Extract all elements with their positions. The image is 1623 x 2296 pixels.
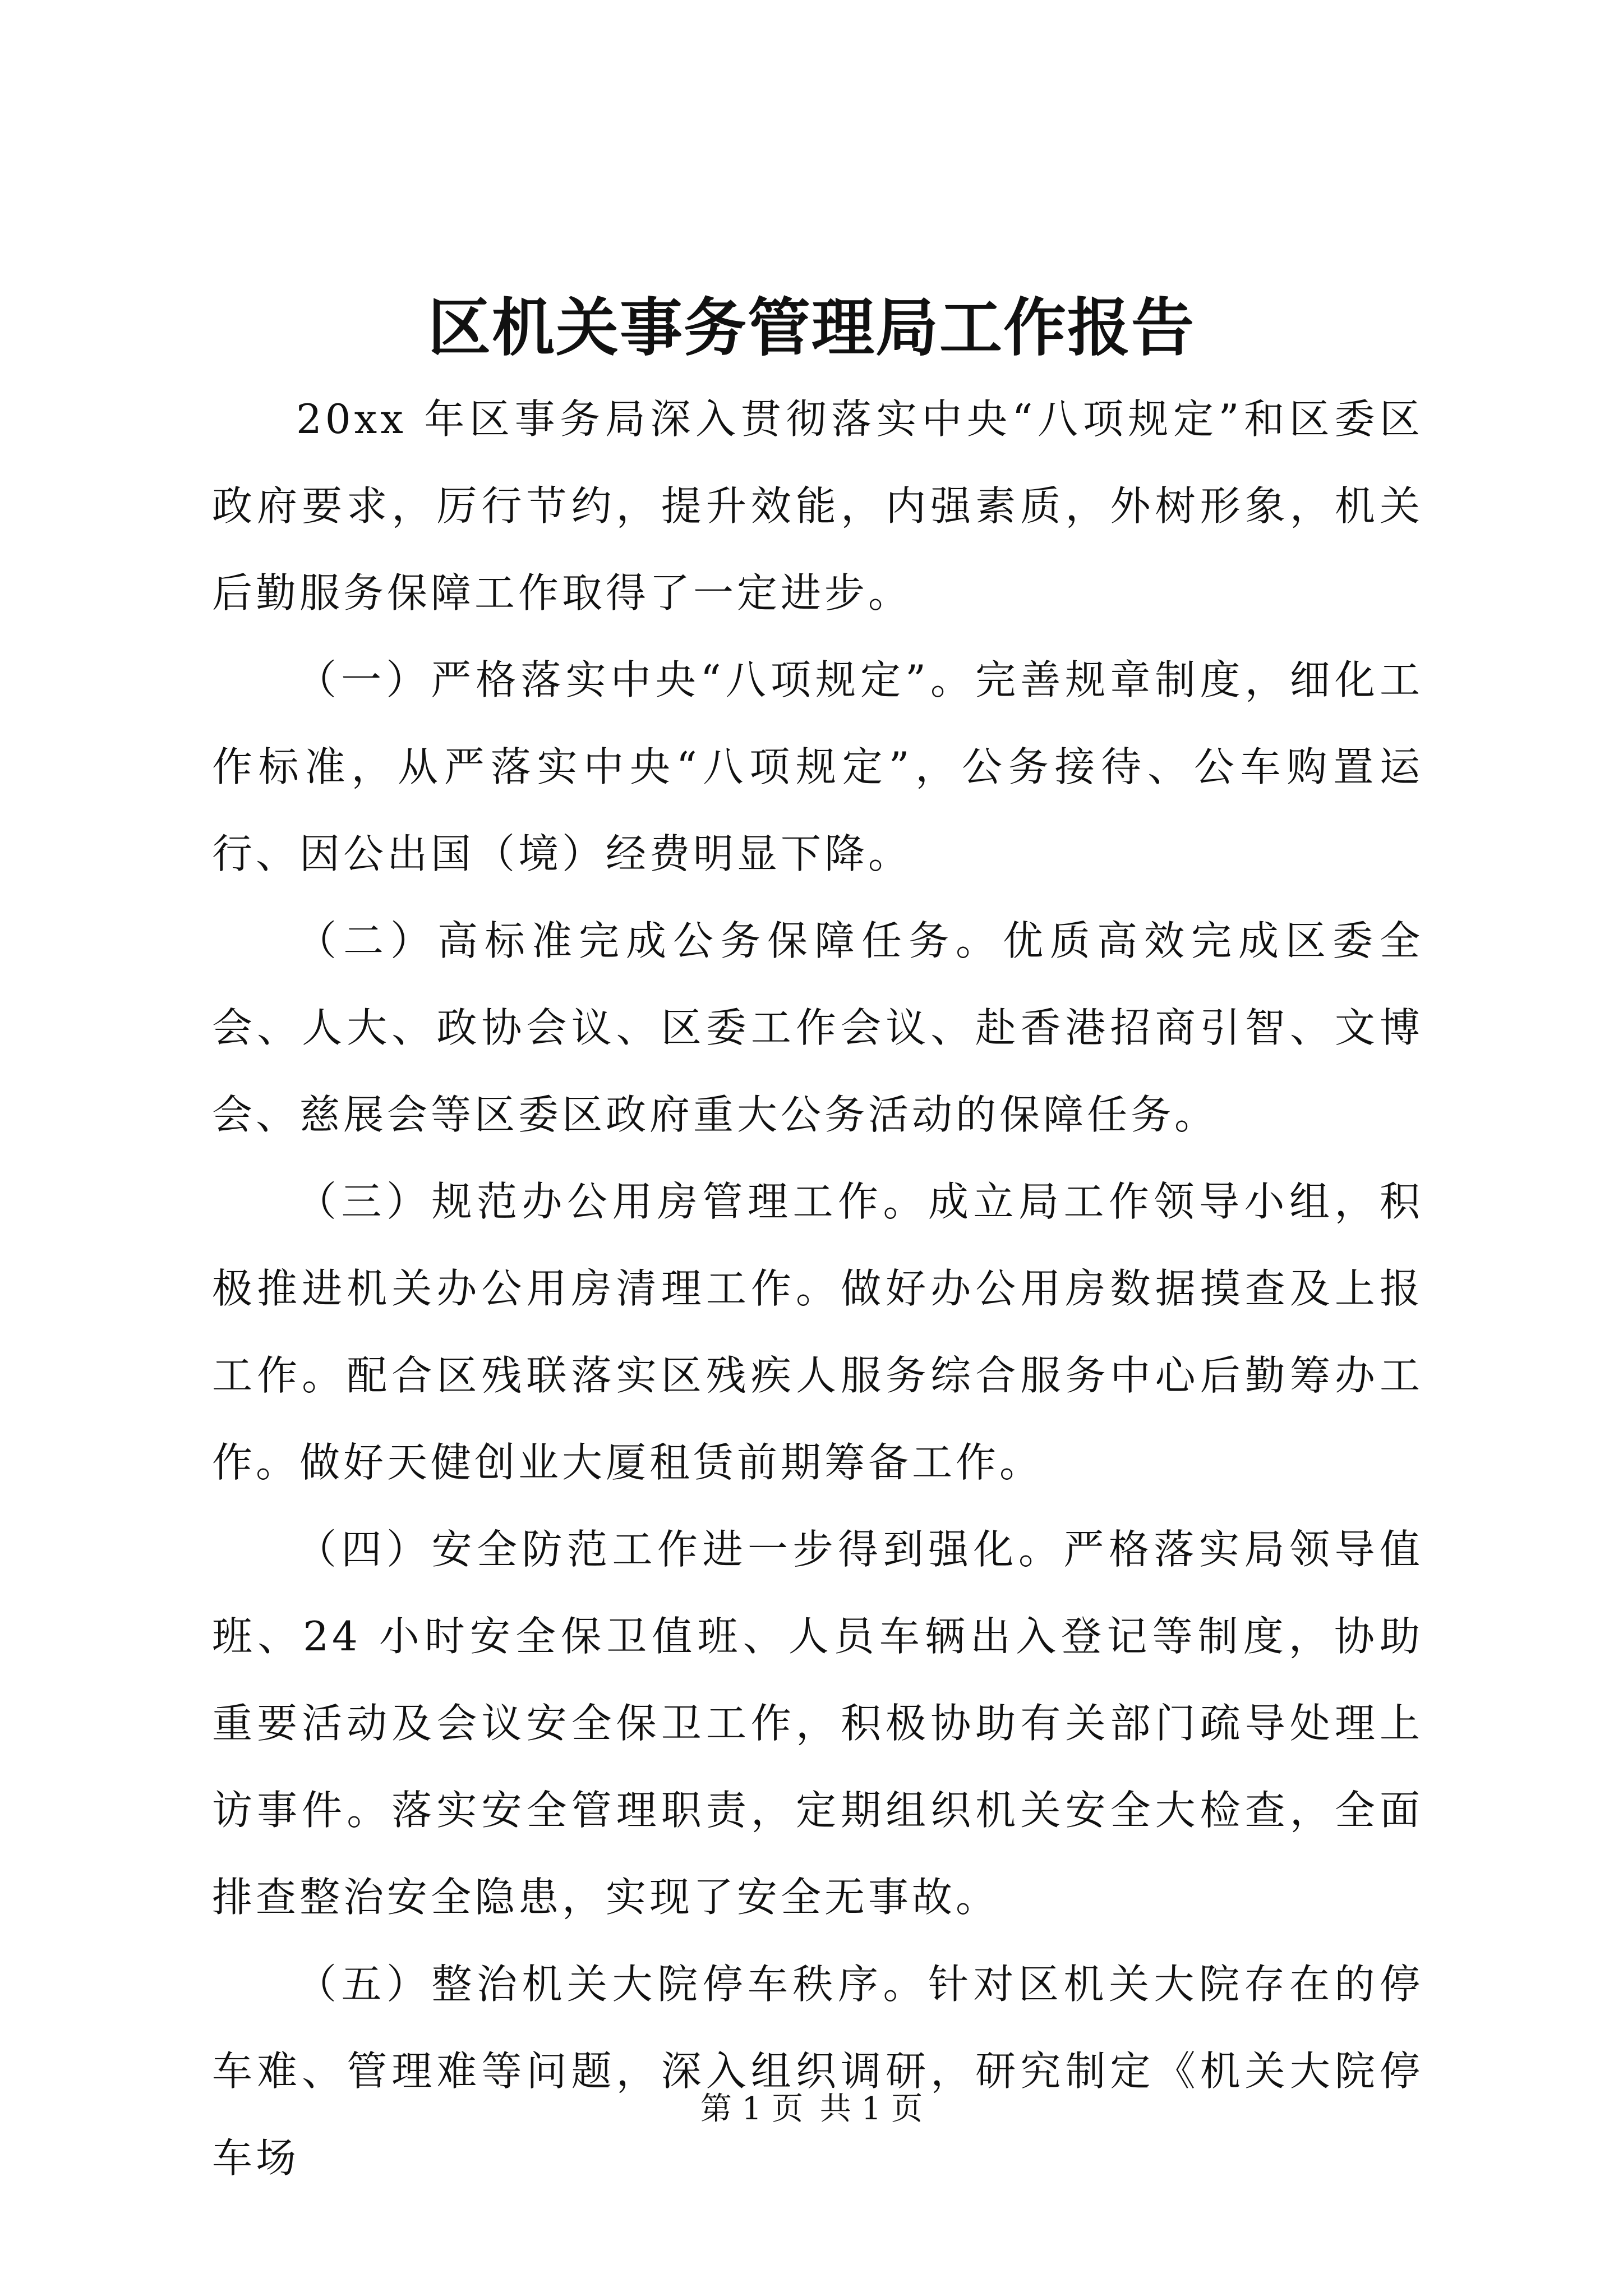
page-total: 共 1 页 xyxy=(819,2091,923,2127)
paragraph-section-1: （一）严格落实中央“八项规定”。完善规章制度，细化工作标准，从严落实中央“八项规定”，公务接待、公车购置运行、因公出国（境）经费明显下降。 xyxy=(212,656,1423,877)
page-footer xyxy=(0,2087,1623,2132)
paragraph-section-4: （四）安全防范工作进一步得到强化。严格落实局领导值班、24 小时安全保卫值班、人员车辆出入登记等制度，协助重要活动及会议安全保卫工作，积极协助有关部门疏导处理上访事件。落实安全管理职责，定期组织机关安全大检查，全面排查整治安全隐患，实现了安全无事故。 xyxy=(212,1526,1423,1921)
paragraph-intro: 20xx 年区事务局深入贯彻落实中央“八项规定”和区委区政府要求，厉行节约，提升效能，内强素质，外树形象，机关后勤服务保障工作取得了一定进步。 xyxy=(212,395,1423,616)
paragraph-section-2: （二）高标准完成公务保障任务。优质高效完成区委全会、人大、政协会议、区委工作会议、赴香港招商引智、文博会、慈展会等区委区政府重大公务活动的保障任务。 xyxy=(212,917,1423,1138)
paragraph-section-5: （五）整治机关大院停车秩序。针对区机关大院存在的停车难、管理难等问题，深入组织调研，研究制定《机关大院停车场 xyxy=(212,1961,1423,2182)
paragraph-section-3: （三）规范办公用房管理工作。成立局工作领导小组，积极推进机关办公用房清理工作。做好办公用房数据摸查及上报工作。配合区残联落实区残疾人服务综合服务中心后勤筹办工作。做好天健创业大厦租赁前期筹备工作。 xyxy=(212,1178,1423,1486)
document-body xyxy=(212,376,1423,2202)
document-title: 区机关事务管理局工作报告 xyxy=(428,291,1195,365)
page-number: 第 1 页 xyxy=(700,2091,804,2127)
